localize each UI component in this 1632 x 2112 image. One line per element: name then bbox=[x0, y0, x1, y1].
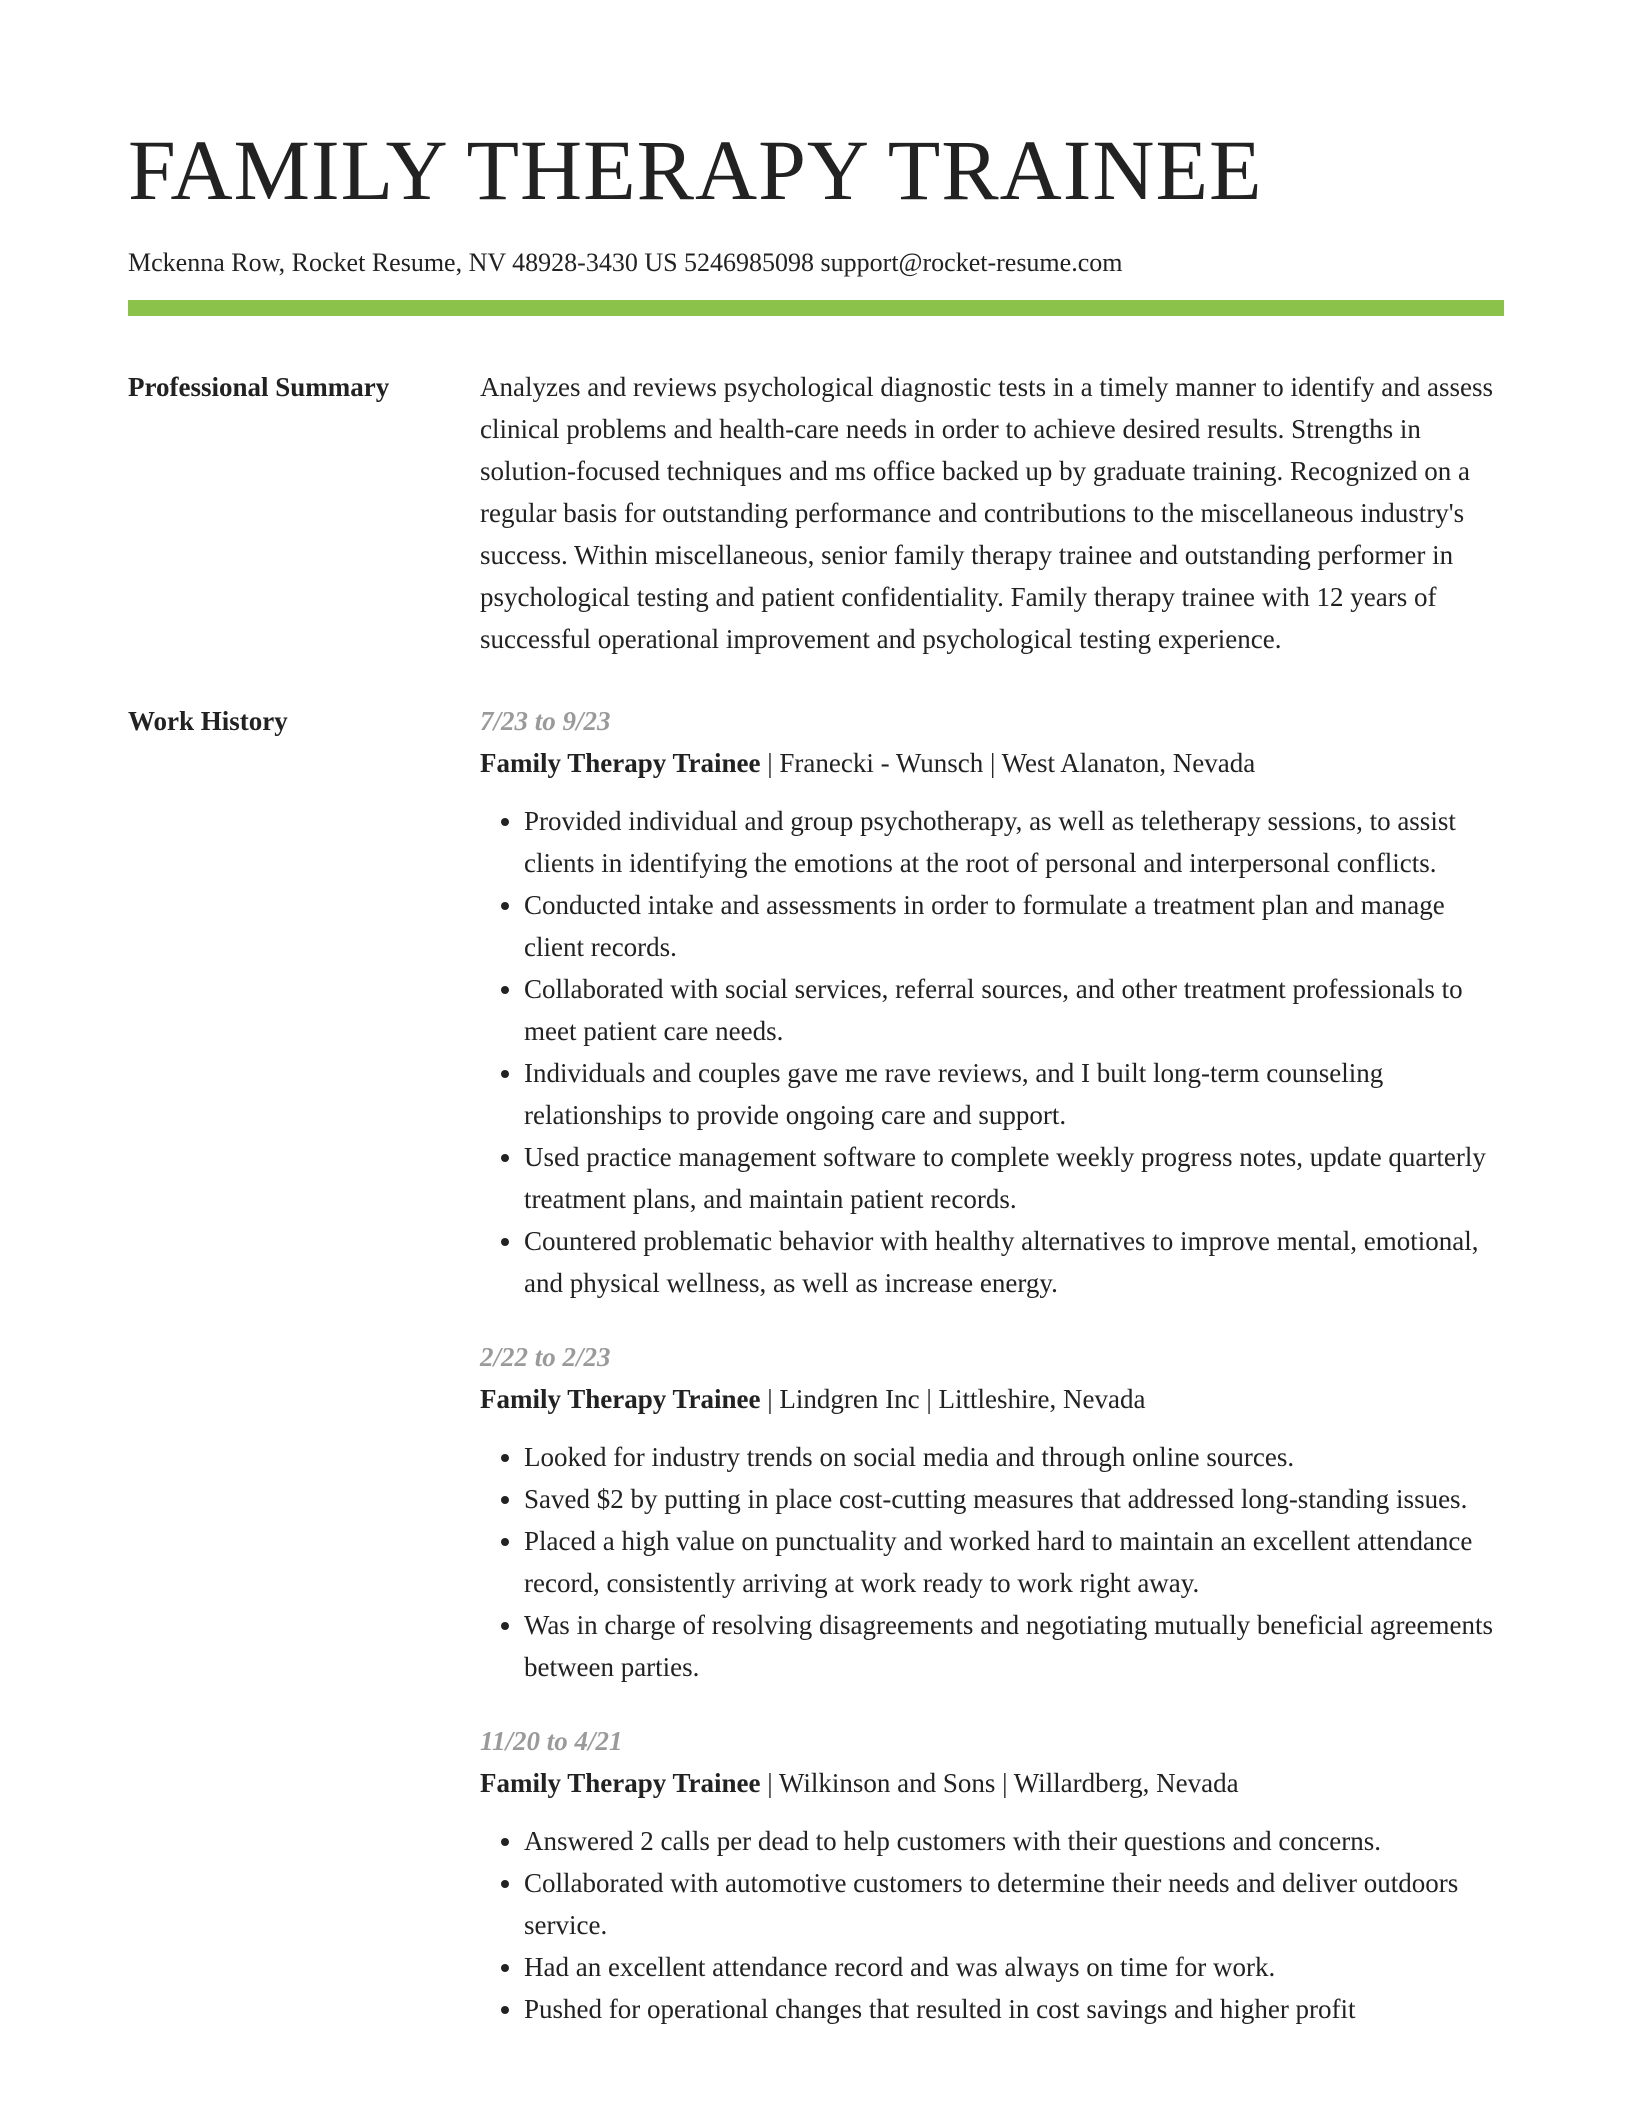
job-entry bbox=[480, 1336, 1504, 1688]
list-item: • Answered 2 calls per dead to help customers with their questions and concerns. bbox=[524, 1820, 1504, 1862]
list-item: • Collaborated with social services, referral sources, and other treatment professionals to meet patient care needs. bbox=[524, 968, 1504, 1052]
job-details: | Lindgren Inc | Littleshire, Nevada bbox=[760, 1384, 1146, 1414]
job-line bbox=[480, 742, 1504, 784]
accent-rule bbox=[128, 300, 1504, 316]
list-item: • Looked for industry trends on social media and through online sources. bbox=[524, 1436, 1504, 1478]
list-item: • Was in charge of resolving disagreements and negotiating mutually beneficial agreements between parties. bbox=[524, 1604, 1504, 1688]
job-details: | Franecki - Wunsch | West Alanaton, Nevada bbox=[760, 748, 1256, 778]
list-item: • Used practice management software to complete weekly progress notes, update quarterly treatment plans, and maintain patient records. bbox=[524, 1136, 1504, 1220]
job-entry bbox=[480, 700, 1504, 1304]
job-title: Family Therapy Trainee bbox=[480, 1768, 761, 1798]
candidate-title: FAMILY THERAPY TRAINEE bbox=[128, 122, 1263, 218]
job-bullets bbox=[480, 1820, 1504, 2030]
list-item: • Placed a high value on punctuality and worked hard to maintain an excellent attendance record, consistently arriving at work ready to work right away. bbox=[524, 1520, 1504, 1604]
resume-page bbox=[128, 120, 1504, 2030]
job-title: Family Therapy Trainee bbox=[480, 1384, 761, 1414]
job-date: 7/23 to 9/23 bbox=[480, 706, 611, 736]
work-history-heading: Work History bbox=[128, 706, 288, 736]
work-history-body bbox=[480, 700, 1504, 2030]
job-line bbox=[480, 1762, 1504, 1804]
job-date: 2/22 to 2/23 bbox=[480, 1342, 611, 1372]
summary-section bbox=[128, 366, 1504, 660]
summary-body bbox=[480, 366, 1504, 660]
summary-text: Analyzes and reviews psychological diagnostic tests in a timely manner to identify and assess clinical problems and health-care needs in order to achieve desired results. Strengths in solution-focused techniques and ms office backed up by graduate training. Recognized on a regular basis for outstanding performance and contributions to the miscellaneous industry's success. Within miscellaneous, senior family therapy trainee and outstanding performer in psychological testing and patient confidentiality. Family therapy trainee with 12 years of successful operational improvement and psychological testing experience. bbox=[480, 372, 1494, 654]
list-item: • Pushed for operational changes that resulted in cost savings and higher profit bbox=[524, 1988, 1504, 2030]
list-item: • Had an excellent attendance record and was always on time for work. bbox=[524, 1946, 1504, 1988]
job-bullets bbox=[480, 800, 1504, 1304]
contact-line: Mckenna Row, Rocket Resume, NV 48928-3430 US 5246985098 support@rocket-resume.com bbox=[128, 248, 1123, 277]
job-details: | Wilkinson and Sons | Willardberg, Nevada bbox=[760, 1768, 1239, 1798]
list-item: • Countered problematic behavior with healthy alternatives to improve mental, emotional, and physical wellness, as well as increase energy. bbox=[524, 1220, 1504, 1304]
job-entry bbox=[480, 1720, 1504, 2030]
work-history-section bbox=[128, 700, 1504, 2030]
list-item: • Saved $2 by putting in place cost-cutting measures that addressed long-standing issues. bbox=[524, 1478, 1504, 1520]
list-item: • Conducted intake and assessments in order to formulate a treatment plan and manage client records. bbox=[524, 884, 1504, 968]
summary-heading: Professional Summary bbox=[128, 372, 390, 402]
job-line bbox=[480, 1378, 1504, 1420]
job-bullets bbox=[480, 1436, 1504, 1688]
list-item: • Provided individual and group psychotherapy, as well as teletherapy sessions, to assist clients in identifying the emotions at the root of personal and interpersonal conflicts. bbox=[524, 800, 1504, 884]
list-item: • Individuals and couples gave me rave reviews, and I built long-term counseling relationships to provide ongoing care and support. bbox=[524, 1052, 1504, 1136]
list-item: • Collaborated with automotive customers to determine their needs and deliver outdoors service. bbox=[524, 1862, 1504, 1946]
job-date: 11/20 to 4/21 bbox=[480, 1726, 623, 1756]
job-title: Family Therapy Trainee bbox=[480, 748, 761, 778]
